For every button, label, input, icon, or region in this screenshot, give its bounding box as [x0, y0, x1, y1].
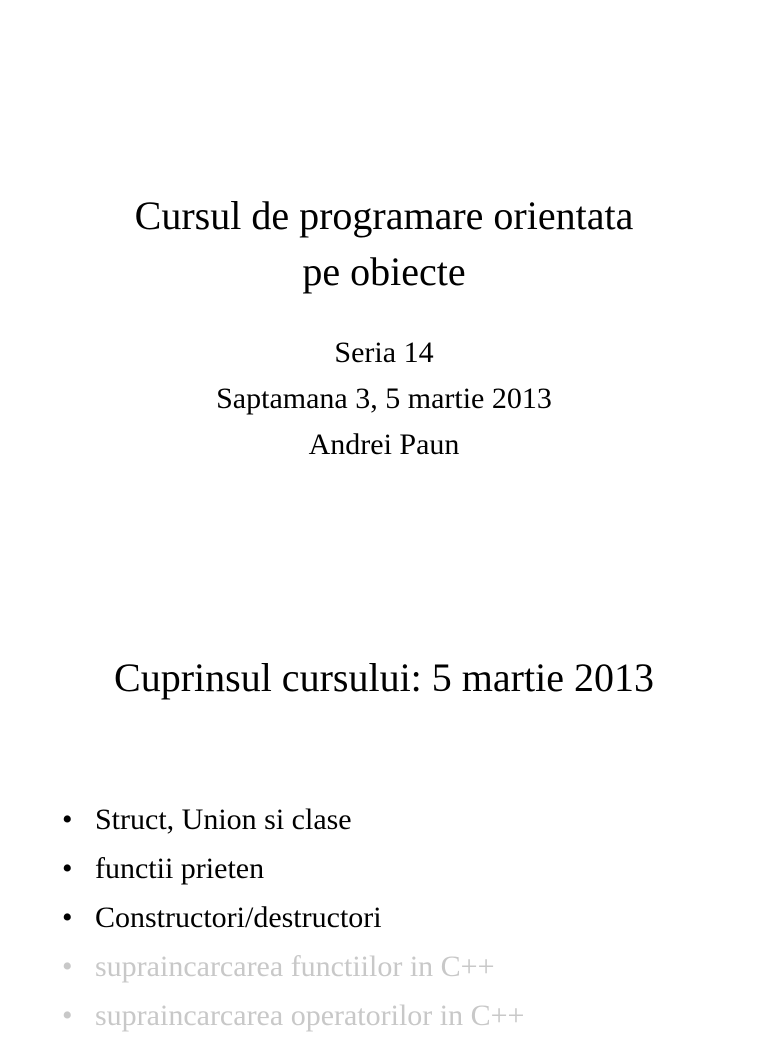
bullet-icon: • — [62, 901, 73, 934]
list-item-text: supraincarcarea operatorilor in C++ — [95, 999, 525, 1032]
list-item — [62, 942, 524, 991]
list-item — [62, 844, 524, 893]
list-item — [62, 795, 524, 844]
list-item — [62, 893, 524, 942]
course-title-line-1: Cursul de programare orientata — [134, 193, 634, 238]
list-item-text: supraincarcarea functiilor in C++ — [95, 950, 495, 983]
list-item-text: Struct, Union si clase — [95, 803, 352, 836]
course-title-line-2: pe obiecte — [302, 249, 466, 294]
contents-slide — [0, 600, 768, 1032]
bullet-icon: • — [62, 950, 73, 983]
contents-list — [62, 795, 524, 1040]
course-title — [0, 188, 768, 300]
course-details — [0, 330, 768, 468]
week-date-label: Saptamana 3, 5 martie 2013 — [216, 382, 552, 415]
list-item — [62, 991, 524, 1040]
bullet-icon: • — [62, 803, 73, 836]
bullet-icon: • — [62, 852, 73, 885]
list-item-text: functii prieten — [95, 852, 265, 885]
list-item-text: Constructori/destructori — [95, 901, 382, 934]
contents-title: Cuprinsul cursului: 5 martie 2013 — [114, 655, 654, 700]
series-label: Seria 14 — [334, 336, 434, 369]
author-name: Andrei Paun — [308, 428, 460, 461]
bullet-icon: • — [62, 999, 73, 1032]
